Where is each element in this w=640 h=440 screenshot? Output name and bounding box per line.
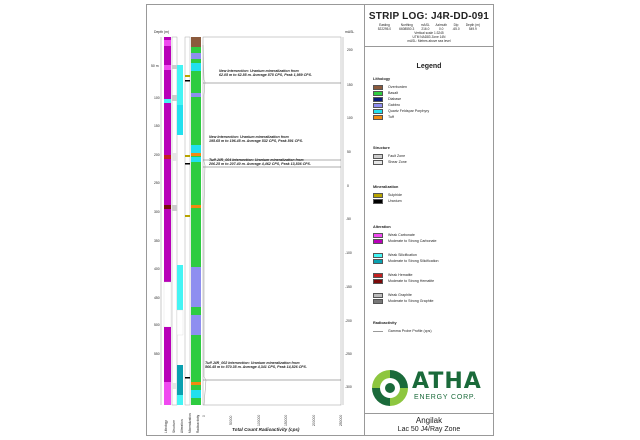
masl-tick: -50 (346, 217, 351, 221)
masl-tick: 100 (347, 116, 353, 120)
footer-block (365, 413, 493, 435)
masl-tick: -200 (345, 319, 352, 323)
depth-tick: 500 (154, 323, 160, 327)
vertical-scale: Vertical scale 1:3245 (414, 31, 444, 35)
x-tick: 50000 (229, 415, 233, 425)
strip-log-title: STRIP LOG: J4R-DD-091 (368, 11, 490, 22)
intersection-annotation: Tuff J4R_004 Intersection: Uranium mineralization from 206.25 m to 207.40 m. Average 4,462 CPS, Peak 13,836 CPS. (209, 158, 311, 167)
depth-tick: 100 (154, 96, 160, 100)
legend-lithology: Lithology Overburden Basalt Diabase Gabbro Quartz Feldspar Porphyry Tuff (373, 77, 430, 119)
depth-tick: 50 m (151, 64, 159, 68)
masl-tick: 50 (347, 150, 351, 154)
x-tick: 0 (202, 415, 206, 417)
column-label-structure: Structure (172, 420, 176, 433)
strip-log-sheet (146, 4, 494, 436)
radioactivity-frame (203, 37, 341, 405)
legend-structure: Structure Fault Zone Shear Zone (373, 146, 407, 164)
mineralization-column (185, 37, 190, 405)
column-label-mineralization: Mineralization (188, 413, 192, 433)
masl-tick: -250 (345, 352, 352, 356)
legend-title: Legend (416, 63, 442, 70)
projection: UTM NAD83 Zone 14N (412, 35, 446, 39)
x-tick: 200000 (312, 414, 316, 426)
legend-mineralization: Mineralization Sulphide Uranium (373, 185, 402, 203)
atha-swirl-icon (368, 366, 412, 410)
column-label-radioactivity: Radioactivity (196, 414, 200, 433)
collar-table: Easting Northing mASL Azimuth Dip Depth (m) 522295.0 6608550.3 216.0 0.0 -65.0 549.9 (377, 23, 480, 31)
column-label-lithology: Lithology (164, 420, 168, 433)
structure-column (172, 37, 177, 405)
depth-tick: 400 (154, 267, 160, 271)
header-block (365, 5, 493, 47)
atha-logo (365, 363, 493, 413)
depth-tick: 350 (154, 239, 160, 243)
depth-tick: 200 (154, 153, 160, 157)
depth-tick: 300 (154, 210, 160, 214)
masl-tick: 150 (347, 83, 353, 87)
zone-name: Lac 50 J4/Ray Zone (397, 426, 461, 433)
depth-tick: 450 (154, 296, 160, 300)
depth-tick: 250 (154, 181, 160, 185)
masl-tick: 200 (347, 48, 353, 52)
depth-tick: 550 (154, 352, 160, 356)
masl-tick: -300 (345, 385, 352, 389)
intersection-annotation: Tuff J4R_002 Intersection: Uranium mineralization from 566.45 m to 570.35 m. Average 4,341 CPS, Peak 14,826 CPS. (205, 361, 307, 370)
x-axis-title: Total Count Radioactivity (cps) (232, 427, 300, 432)
legend-alteration: Alteration Weak Carbonate Moderate to Strong Carbonate Weak Silicification Moderate to Strong Silicification Weak Hematite Moderate to Strong Hematite Weak Graphite Moderate to Strong Graphite (373, 225, 439, 303)
info-panel (365, 5, 493, 435)
project-name: Angilak (415, 416, 443, 425)
lithology-column (191, 37, 201, 405)
x-tick: 250000 (339, 414, 343, 426)
masl-tick: 0 (347, 184, 349, 188)
depth-tick: 150 (154, 124, 160, 128)
masl-note: mASL: Metres above sea level (407, 39, 451, 43)
masl-axis-label: mASL (345, 30, 355, 34)
log-plot-panel (147, 5, 365, 435)
x-tick: 100000 (257, 414, 261, 426)
intersection-annotation: New Intersection: Uranium mineralization from 195.65 m to 196.45 m. Average 532 CPS, Peak 891 CPS. (209, 135, 303, 144)
legend-radioactivity: Radioactivity Gamma Probe Profile (cps) (373, 321, 432, 333)
logo-name: ATHA (412, 369, 482, 394)
logo-sub: ENERGY CORP. (414, 394, 477, 401)
intersection-annotation: New Intersection: Uranium mineralization from 62.05 m to 62.85 m. Average 875 CPS, Peak 1,989 CPS. (219, 69, 312, 78)
column-label-alteration: Alteration (180, 419, 184, 433)
masl-tick: -150 (345, 285, 352, 289)
x-tick: 150000 (284, 414, 288, 426)
masl-tick: -100 (345, 251, 352, 255)
depth-axis-label: Depth (m) (154, 30, 170, 34)
